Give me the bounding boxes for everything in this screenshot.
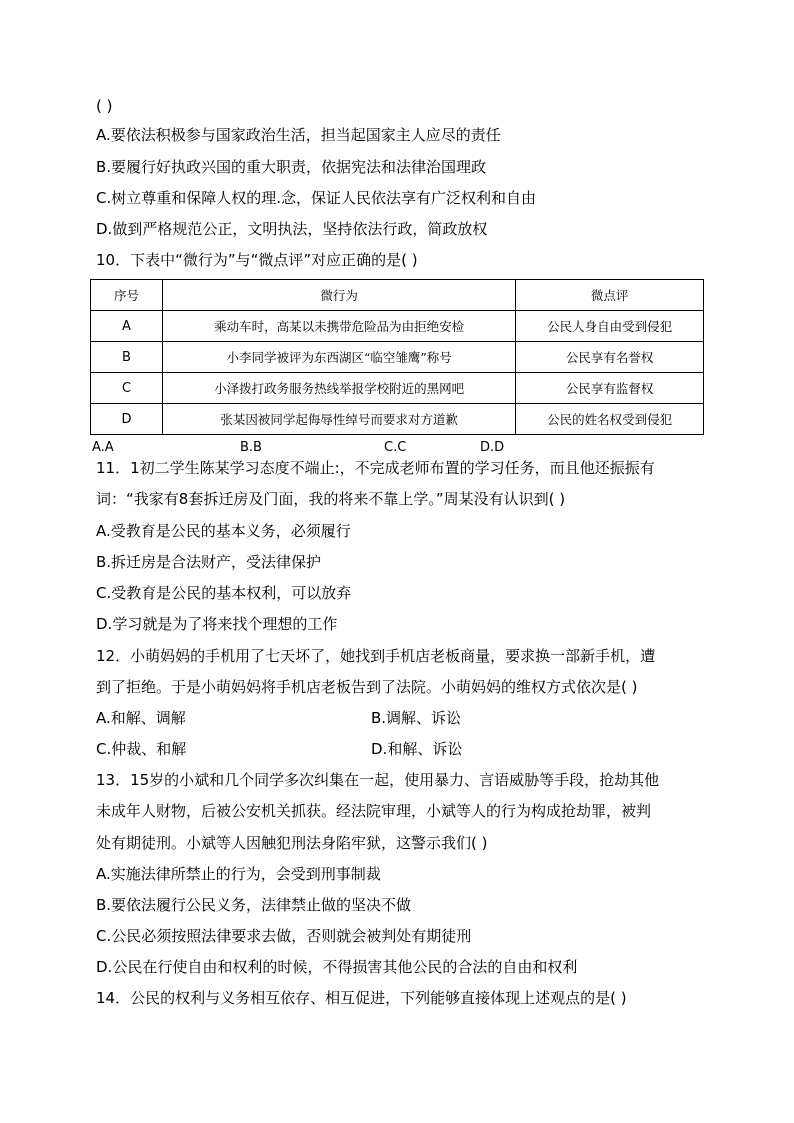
q13-stem-line-1: 13．15岁的小斌和几个同学多次纠集在一起，使用暴力、言语威胁等手段，抢劫其他 — [96, 771, 660, 789]
table-header-cell: 微行为 — [162, 280, 515, 311]
q9-option-d: D.做到严格规范公正，文明执法，坚持依法行政，简政放权 — [96, 220, 488, 238]
q10-table — [90, 279, 704, 435]
table-row — [91, 373, 704, 404]
q10-stem: 10．下表中“微行为”与“微点评”对应正确的是( ) — [96, 251, 418, 269]
table-cell: A — [91, 311, 163, 342]
q11-option-d: D.学习就是为了将来找个理想的工作 — [96, 615, 338, 633]
table-cell: 乘动车时，高某以未携带危险品为由拒绝安检 — [162, 311, 515, 342]
q12-option-c: C.仲裁、和解 — [96, 740, 187, 758]
q11-option-c: C.受教育是公民的基本权利，可以放弃 — [96, 584, 352, 602]
q9-bracket: ( ) — [96, 97, 113, 115]
q12-stem-line-1: 12．小萌妈妈的手机用了七天坏了，她找到手机店老板商量，要求换一部新手机，遭 — [96, 647, 656, 665]
q10-option-b: B.B — [240, 440, 262, 455]
q12-option-b: B.调解、诉讼 — [371, 709, 462, 727]
q11-option-a: A.受教育是公民的基本义务，必须履行 — [96, 522, 351, 540]
q10-option-a: A.A — [92, 440, 114, 455]
table-header-cell: 微点评 — [516, 280, 704, 311]
table-cell: 小泽拨打政务服务热线举报学校附近的黑网吧 — [162, 373, 515, 404]
table-row — [91, 311, 704, 342]
q9-option-b: B.要履行好执政兴国的重大职责，依据宪法和法律治国理政 — [96, 158, 487, 176]
q12-option-d: D.和解、诉讼 — [371, 740, 463, 758]
table-cell: 张某因被同学起侮辱性绰号而要求对方道歉 — [162, 404, 515, 435]
q13-option-d: D.公民在行使自由和权利的时候，不得损害其他公民的合法的自由和权利 — [96, 958, 578, 976]
table-cell: 公民享有名誉权 — [516, 342, 704, 373]
q13-stem-line-3: 处有期徒刑。小斌等人因触犯刑法身陷牢狱，这警示我们( ) — [96, 834, 488, 852]
table-cell: 小李同学被评为东西湖区“临空雏鹰”称号 — [162, 342, 515, 373]
q9-option-a: A.要依法积极参与国家政治生活，担当起国家主人应尽的责任 — [96, 126, 501, 144]
q13-option-b: B.要依法履行公民义务，法律禁止做的坚决不做 — [96, 896, 412, 914]
q14-stem: 14．公民的权利与义务相互依存、相互促进，下列能够直接体现上述观点的是( ) — [96, 989, 627, 1007]
table-row — [91, 404, 704, 435]
table-header-row — [91, 280, 704, 311]
q11-stem-line-1: 11．1初二学生陈某学习态度不端止:，不完成老师布置的学习任务，而且他还振振有 — [96, 459, 655, 477]
table-cell: 公民的姓名权受到侵犯 — [516, 404, 704, 435]
q9-option-c: C.树立尊重和保障人权的理.念，保证人民依法享有广泛权利和自由 — [96, 189, 537, 207]
table-cell: C — [91, 373, 163, 404]
q12-option-a: A.和解、调解 — [96, 709, 186, 727]
q11-stem-line-2: 词：“我家有8套拆迁房及门面，我的将来不靠上学。”周某没有认识到( ) — [96, 490, 566, 508]
table-cell: 公民享有监督权 — [516, 373, 704, 404]
q10-option-c: C.C — [384, 440, 407, 455]
table-cell: D — [91, 404, 163, 435]
table-header-cell: 序号 — [91, 280, 163, 311]
q12-stem-line-2: 到了拒绝。于是小萌妈妈将手机店老板告到了法院。小萌妈妈的维权方式依次是( ) — [96, 678, 638, 696]
q13-stem-line-2: 未成年人财物，后被公安机关抓获。经法院审理，小斌等人的行为构成抢劫罪，被判 — [96, 802, 652, 820]
q11-option-b: B.拆迁房是合法财产，受法律保护 — [96, 553, 322, 571]
table-cell: 公民人身自由受到侵犯 — [516, 311, 704, 342]
table-cell: B — [91, 342, 163, 373]
q10-option-d: D.D — [480, 440, 505, 455]
table-row — [91, 342, 704, 373]
q13-option-a: A.实施法律所禁止的行为，会受到刑事制裁 — [96, 865, 381, 883]
q13-option-c: C.公民必须按照法律要求去做，否则就会被判处有期徒刑 — [96, 927, 472, 945]
